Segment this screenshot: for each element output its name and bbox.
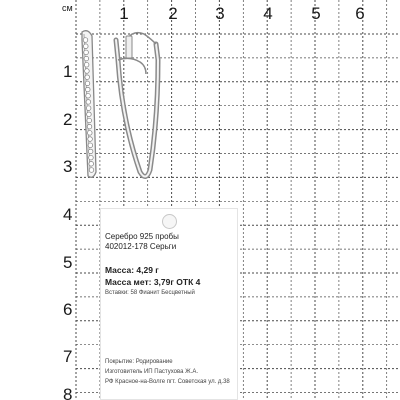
stone xyxy=(86,93,91,98)
y-ruler-number-7: 7 xyxy=(63,347,73,366)
tag-address: РФ Красное-на-Волге пгт. Советская ул. д.38 xyxy=(105,379,230,385)
tag-metal-purity: Серебро 925 пробы xyxy=(105,232,179,241)
x-ruler-number-6: 6 xyxy=(355,4,365,23)
stone xyxy=(88,143,93,148)
y-ruler-number-2: 2 xyxy=(63,110,73,129)
stone xyxy=(85,81,90,86)
tag-metal-weight: Масса мет: 3,79г ОТК 4 xyxy=(105,277,201,287)
x-ruler-number-1: 1 xyxy=(119,4,129,23)
x-ruler-number-2: 2 xyxy=(168,4,178,23)
stone xyxy=(87,112,92,117)
price-tag xyxy=(100,208,238,400)
ruler-unit-label: см xyxy=(62,3,73,13)
tag-weight: Масса: 4,29 г xyxy=(105,265,159,275)
tag-coating: Покрытие: Родирование xyxy=(105,359,173,365)
stone xyxy=(87,131,92,136)
stone xyxy=(84,50,89,55)
y-ruler-number-8: 8 xyxy=(63,385,73,400)
stone xyxy=(86,106,91,111)
stone xyxy=(89,168,94,173)
tag-maker: Изготовитель ИП Пастухова Ж.А. xyxy=(105,369,199,375)
stone xyxy=(88,149,93,154)
earring-hook xyxy=(116,33,158,177)
stone xyxy=(89,155,94,160)
x-ruler-number-4: 4 xyxy=(263,4,273,23)
earring-bar-with-stones xyxy=(82,31,96,178)
y-ruler-number-3: 3 xyxy=(63,157,73,176)
stone xyxy=(85,87,90,92)
tag-article: 402012-178 Серьги xyxy=(105,242,177,251)
stone xyxy=(89,162,94,167)
stone xyxy=(83,38,88,43)
stone xyxy=(87,124,92,129)
y-ruler-number-5: 5 xyxy=(63,253,73,272)
y-ruler-number-6: 6 xyxy=(63,300,73,319)
tag-inserts: Вставки: 58 Фианит Бесцветный xyxy=(105,290,195,296)
tag-hole xyxy=(162,214,177,229)
stone xyxy=(87,118,92,123)
stone xyxy=(83,44,88,49)
stone xyxy=(84,56,89,61)
x-ruler-number-5: 5 xyxy=(311,4,321,23)
y-ruler-number-4: 4 xyxy=(63,205,73,224)
stone xyxy=(86,100,91,105)
x-ruler-number-3: 3 xyxy=(215,4,225,23)
stone xyxy=(88,137,93,142)
y-ruler-number-1: 1 xyxy=(63,62,73,81)
stone xyxy=(85,75,90,80)
stone xyxy=(84,62,89,67)
stone xyxy=(85,69,90,74)
